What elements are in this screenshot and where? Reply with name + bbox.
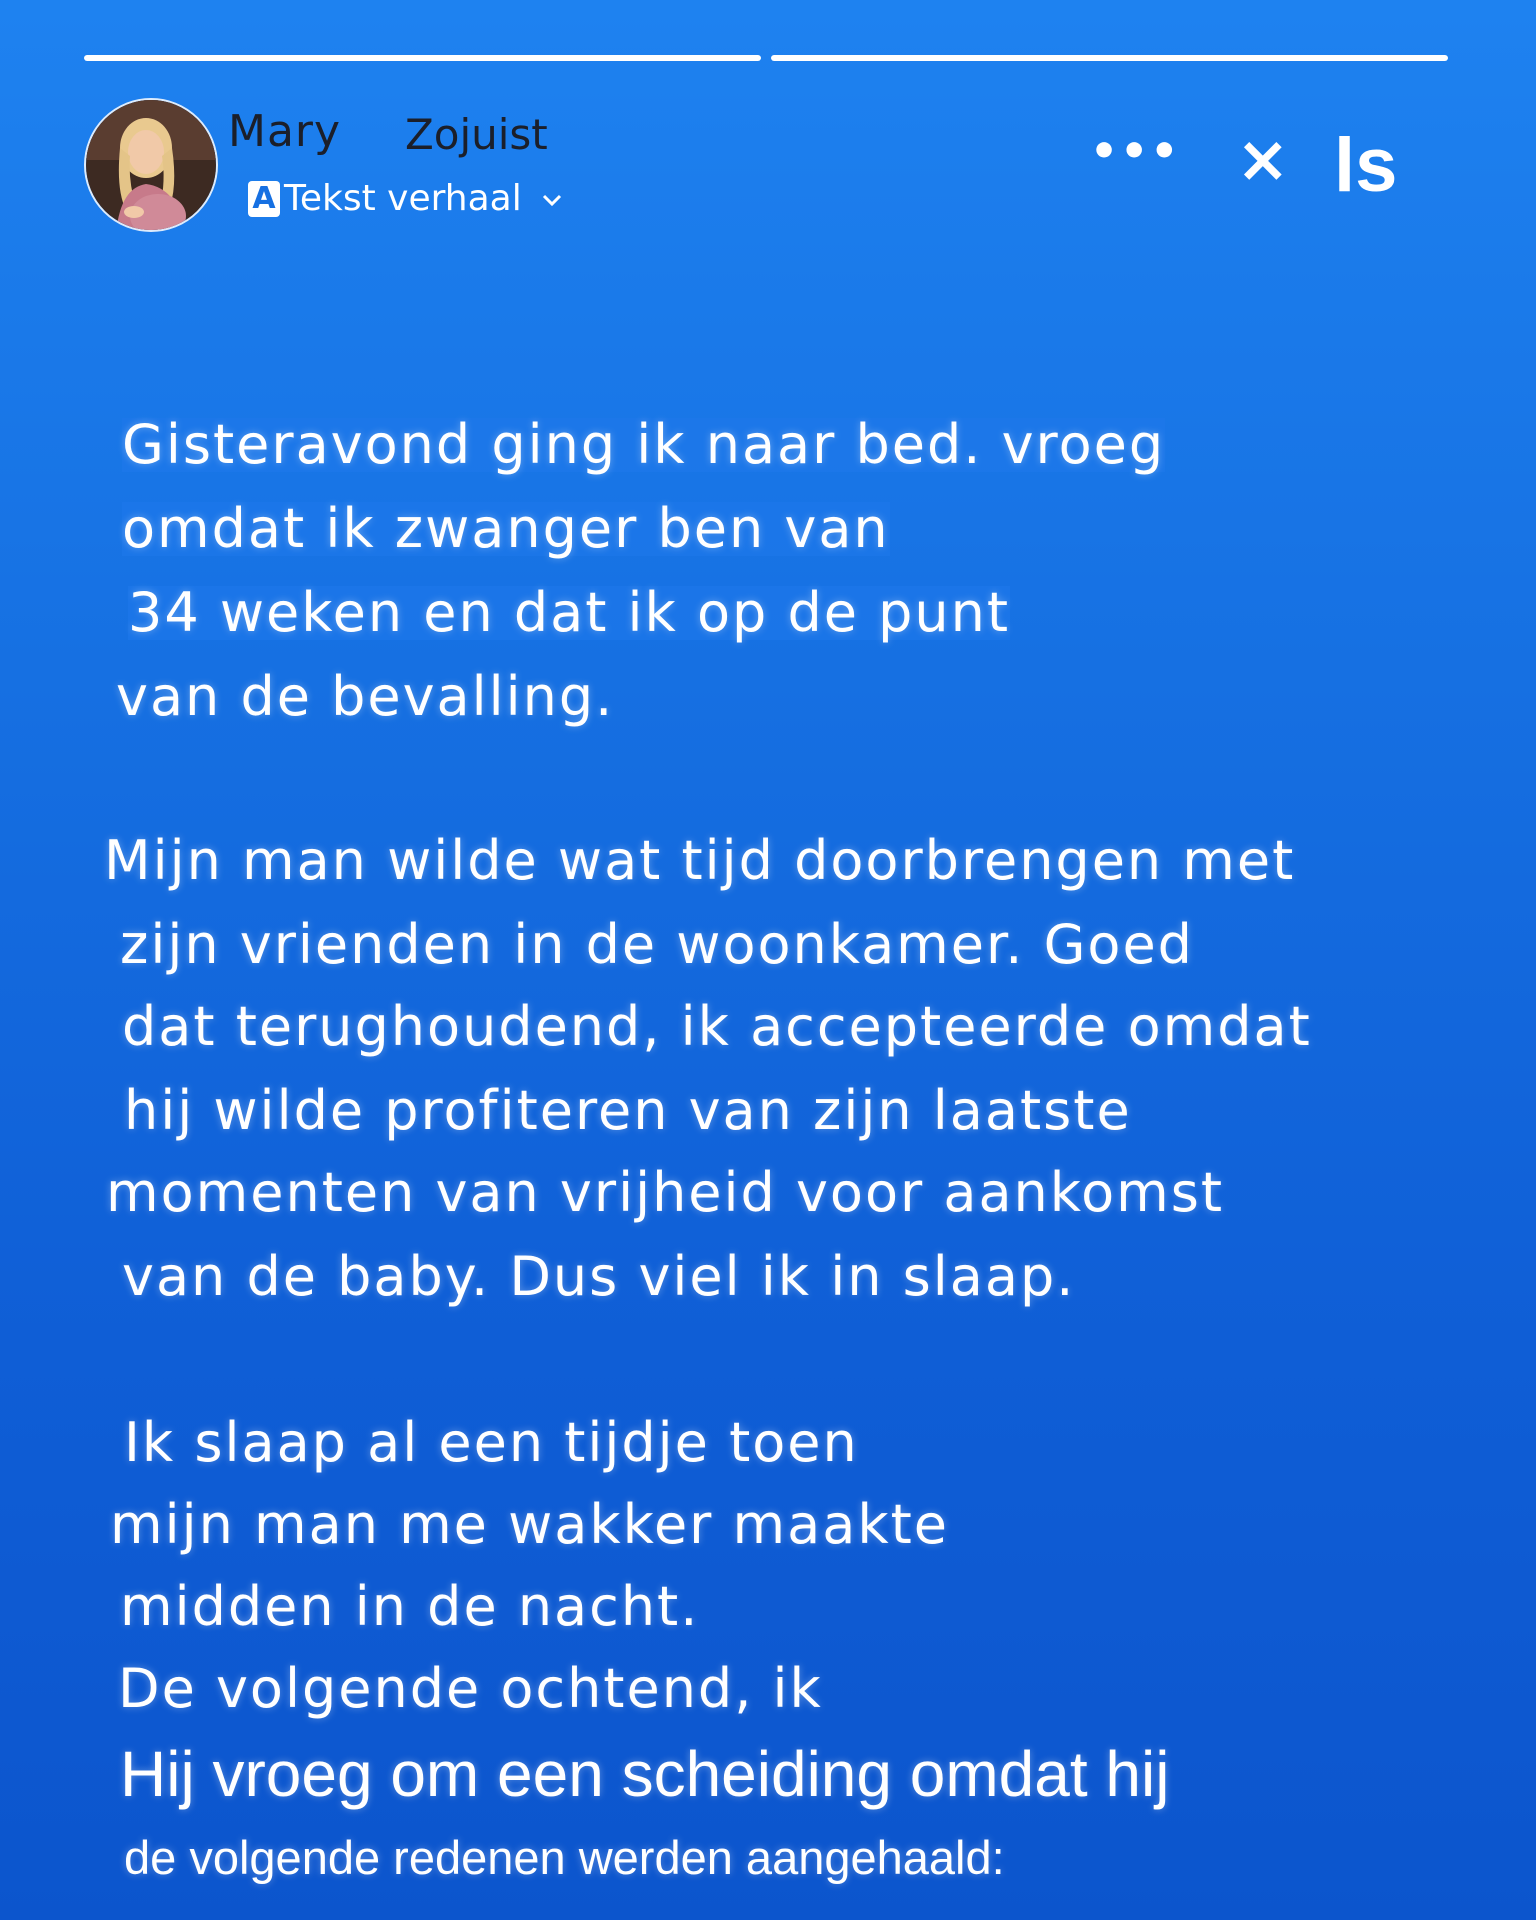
- story-line: mijn man me wakker maakte: [110, 1493, 949, 1556]
- avatar[interactable]: [84, 98, 218, 232]
- story-line: 34 weken en dat ik op de punt: [128, 581, 1011, 644]
- story-type-label: Tekst verhaal: [284, 178, 522, 219]
- story-type-selector[interactable]: [248, 178, 562, 219]
- story-line: de volgende redenen werden aangehaald:: [124, 1831, 1005, 1884]
- story-line: dat terughoudend, ik accepteerde omdat: [122, 995, 1312, 1058]
- progress-segment-2: [771, 55, 1448, 61]
- story-line: Ik slaap al een tijdje toen: [124, 1411, 859, 1474]
- story-line: hij wilde profiteren van zijn laatste: [124, 1079, 1132, 1142]
- story-line: momenten van vrijheid voor aankomst: [106, 1161, 1225, 1224]
- progress-segment-1: [84, 55, 761, 61]
- chevron-down-icon: [542, 184, 562, 214]
- progress-fill-2: [771, 55, 1448, 61]
- story-line: midden in de nacht.: [120, 1575, 700, 1638]
- overlay-text: ls: [1334, 123, 1398, 208]
- text-story-icon: A: [248, 181, 280, 217]
- avatar-image: [86, 100, 218, 232]
- story-line: van de bevalling.: [116, 665, 615, 728]
- story-line: Mijn man wilde wat tijd doorbrengen met: [104, 829, 1296, 892]
- more-options-icon[interactable]: •••: [1090, 126, 1181, 177]
- story-line: van de baby. Dus viel ik in slaap.: [122, 1245, 1076, 1308]
- story-progress-bar: [84, 55, 1448, 61]
- close-icon[interactable]: ×: [1236, 123, 1290, 197]
- story-line: De volgende ochtend, ik: [118, 1657, 823, 1720]
- story-line: zijn vrienden in de woonkamer. Goed: [120, 913, 1194, 976]
- post-time: Zojuist: [405, 110, 548, 159]
- story-line: Gisteravond ging ik naar bed. vroeg: [122, 413, 1166, 476]
- author-name[interactable]: Mary: [228, 106, 342, 157]
- story-line: Hij vroeg om een scheiding omdat hij: [120, 1738, 1170, 1810]
- progress-fill-1: [84, 55, 761, 61]
- story-line: omdat ik zwanger ben van: [122, 497, 890, 560]
